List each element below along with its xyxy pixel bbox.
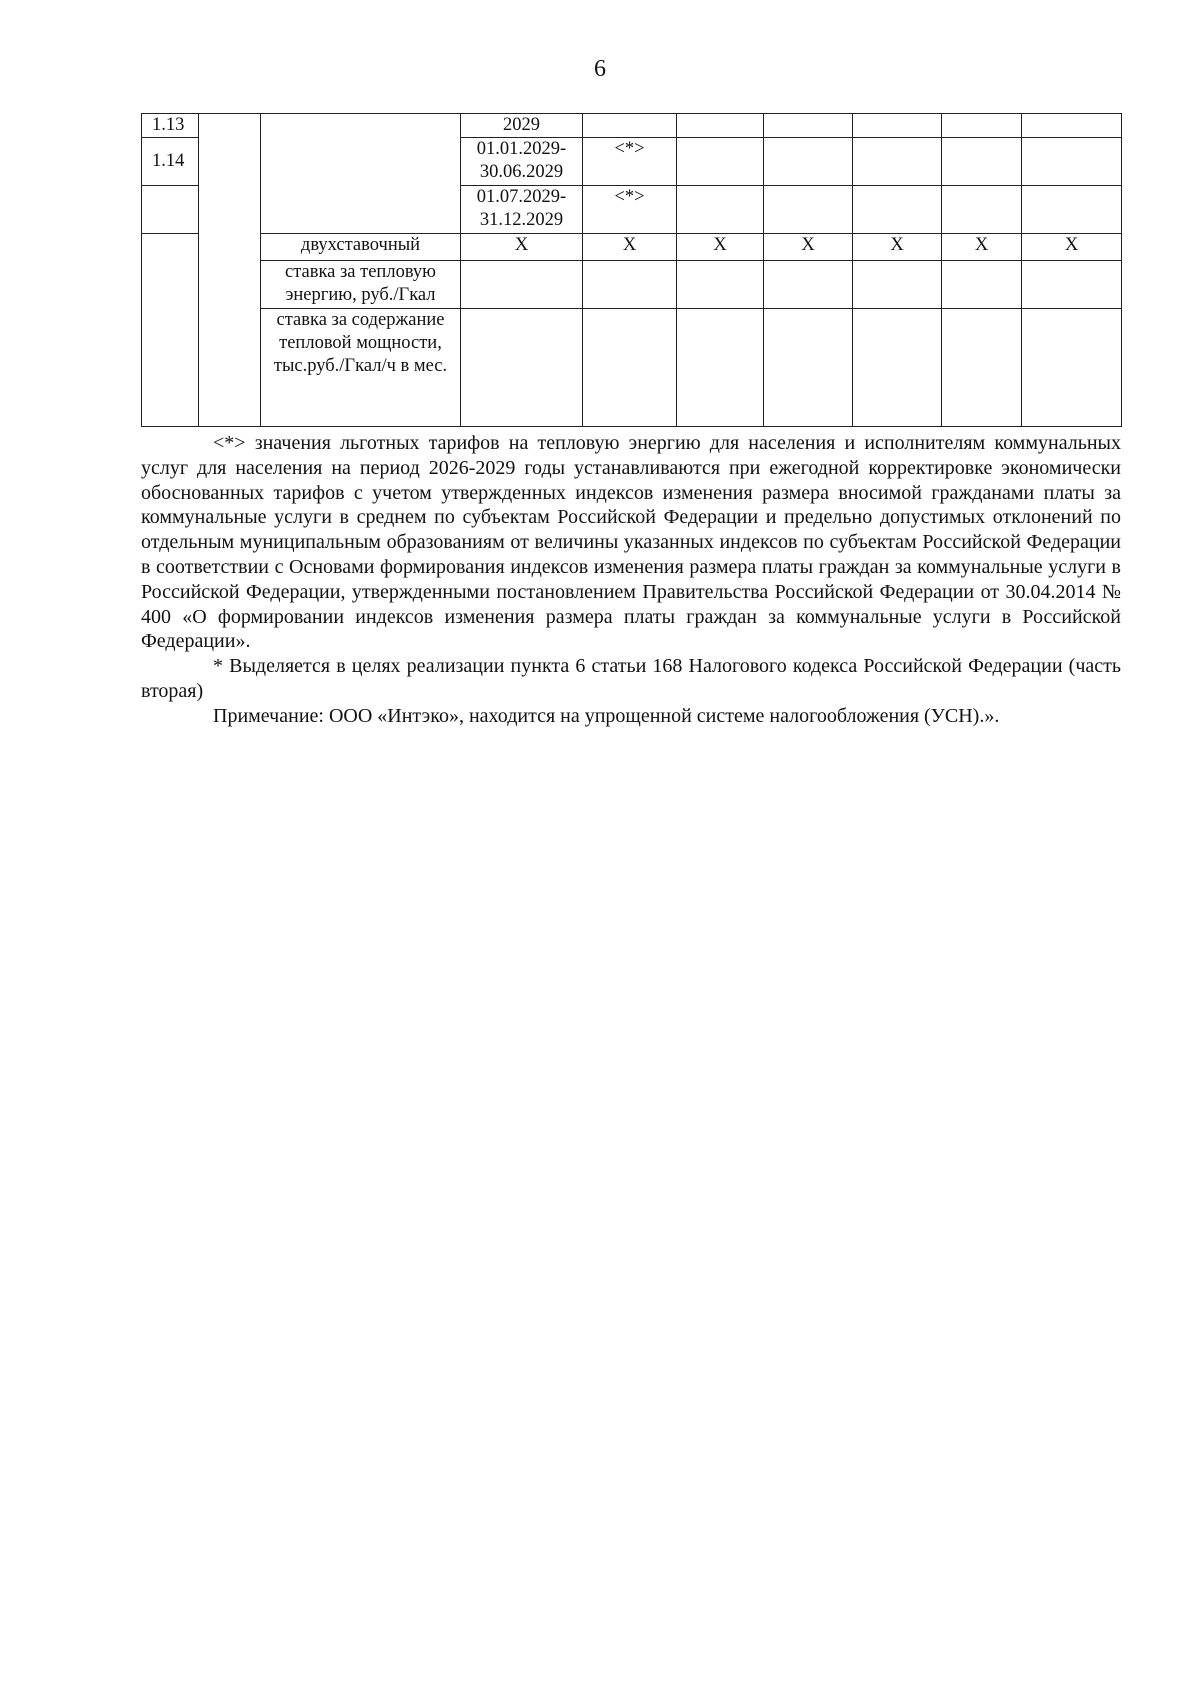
- x-mark: Х: [677, 234, 764, 261]
- table-cell: [942, 186, 1022, 234]
- table-cell: [1022, 309, 1122, 427]
- merged-cell: [199, 114, 261, 427]
- table-cell: [764, 186, 853, 234]
- table-cell: [853, 309, 942, 427]
- table-cell: [942, 138, 1022, 186]
- table-cell: [1022, 114, 1122, 138]
- table-row: [142, 261, 1122, 309]
- x-mark: Х: [461, 234, 583, 261]
- row-number-cell: 1.14: [142, 138, 199, 186]
- table-cell: [461, 309, 583, 427]
- row-number-cell: [142, 186, 199, 234]
- table-cell: [1022, 138, 1122, 186]
- x-mark: Х: [583, 234, 677, 261]
- table-cell: [853, 138, 942, 186]
- table-cell: [853, 114, 942, 138]
- table-cell: [764, 261, 853, 309]
- row-number-cell: 1.13: [142, 114, 199, 138]
- table-cell: [942, 114, 1022, 138]
- table-cell: [764, 114, 853, 138]
- table-row: [142, 114, 1122, 138]
- table-cell: [942, 261, 1022, 309]
- footnotes: [141, 431, 1121, 729]
- table-cell: [853, 261, 942, 309]
- merged-cell: [261, 114, 461, 234]
- x-mark: Х: [1022, 234, 1122, 261]
- period-cell: 01.07.2029-31.12.2029: [461, 186, 583, 234]
- table-cell: [677, 186, 764, 234]
- table-cell: [677, 309, 764, 427]
- rate-energy-label: ставка за тепловую энергию, руб./Гкал: [261, 261, 461, 309]
- page-number: 6: [594, 56, 606, 82]
- two-part-label: двухставочный: [261, 234, 461, 261]
- period-cell: 01.01.2029-30.06.2029: [461, 138, 583, 186]
- rate-capacity-label: ставка за содержание тепловой мощности, тыс.руб./Гкал/ч в мес.: [261, 309, 461, 427]
- table-cell: [764, 309, 853, 427]
- table-cell: [764, 138, 853, 186]
- table-cell: [942, 309, 1022, 427]
- x-mark: Х: [764, 234, 853, 261]
- table-cell: [1022, 261, 1122, 309]
- note-tax-system: Примечание: ООО «Интэко», находится на упрощенной системе налогообложения (УСН).».: [213, 704, 1000, 727]
- footnote-tax-code: * Выделяется в целях реализации пункта 6 статьи 168 Налогового кодекса Российской Федерации (часть вторая): [141, 655, 1121, 702]
- table-cell: [1022, 186, 1122, 234]
- table-cell: [583, 261, 677, 309]
- table-cell: [461, 261, 583, 309]
- value-cell: <*>: [583, 186, 677, 234]
- table-row: [142, 234, 1122, 261]
- table-cell: [583, 309, 677, 427]
- table-row: [142, 309, 1122, 427]
- table-cell: [677, 261, 764, 309]
- x-mark: Х: [853, 234, 942, 261]
- value-cell: [583, 114, 677, 138]
- table-cell: [853, 186, 942, 234]
- footnote-preferential-tariffs: <*> значения льготных тарифов на тепловую энергию для населения и исполнителям коммунальных услуг для населения на период 2026-2029 годы устанавливаются при ежегодной корректировке экономически обоснованных тарифов с учетом утвержденных индексов изменения размера вносимой гражданами платы за коммунальные услуги в среднем по субъектам Российской Федерации и предельно допустимых отклонений по отдельным муниципальным образованиям от величины указанных индексов по субъектам Российской Федерации в соответствии с Основами формирования индексов изменения размера платы граждан за коммунальные услуги в Российской Федерации, утвержденными постановлением Правительства Российской Федерации от 30.04.2014 № 400 «О формировании индексов изменения размера платы граждан за коммунальные услуги в Российской Федерации».: [141, 432, 1121, 653]
- tariff-table: [141, 113, 1122, 427]
- table-cell: [677, 138, 764, 186]
- table-cell: [677, 114, 764, 138]
- period-cell: 2029: [461, 114, 583, 138]
- value-cell: <*>: [583, 138, 677, 186]
- merged-cell: [142, 234, 199, 427]
- x-mark: Х: [942, 234, 1022, 261]
